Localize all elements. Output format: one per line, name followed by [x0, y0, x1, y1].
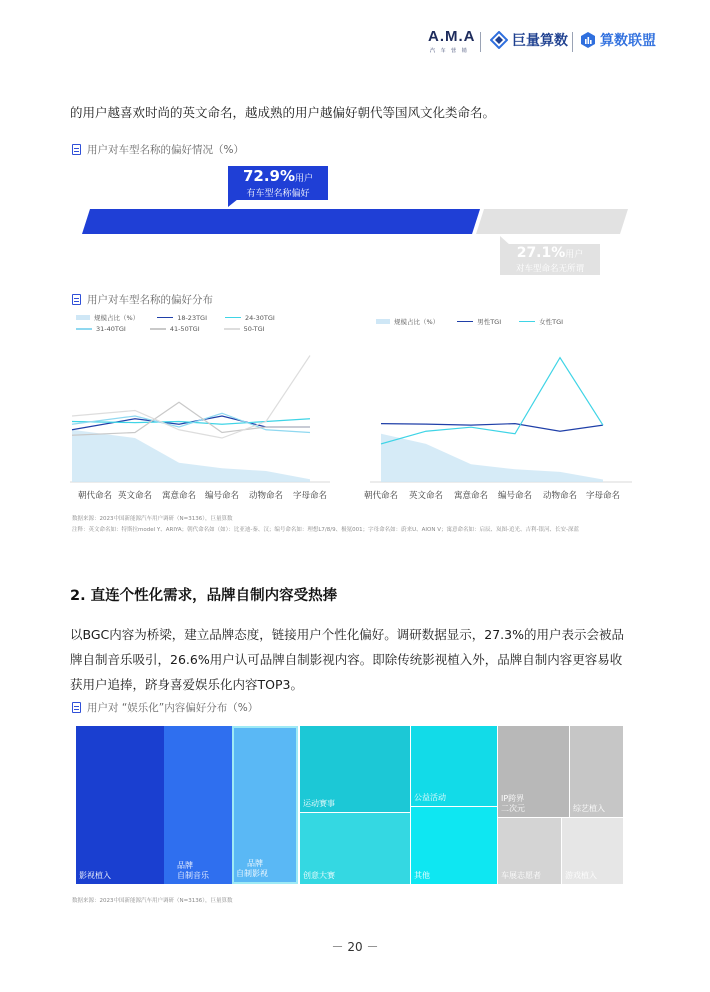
chart3-source: 数据来源：2023中国新能源汽车用户调研（N=3136），巨量算数	[72, 898, 233, 904]
series-line-女性TGI	[381, 358, 603, 444]
document-icon	[72, 294, 81, 305]
legend-area-swatch	[76, 315, 90, 320]
chart1-caption	[72, 142, 244, 157]
treemap-cell-creative	[300, 813, 410, 884]
legend-item: 规模占比（%）	[376, 317, 439, 326]
x-axis-label: 动物命名	[542, 491, 577, 501]
treemap-cell-yingshi	[76, 726, 164, 884]
callout-no-preference-label: 对车型命名无所谓	[515, 264, 584, 274]
x-axis-label: 寓意命名	[453, 491, 488, 501]
chart3-caption-text: 用户对 “娱乐化”内容偏好分布（%）	[87, 702, 259, 714]
logo-divider	[480, 32, 481, 52]
x-axis-label: 编号命名	[497, 491, 532, 501]
chart1-caption-text: 用户对车型名称的偏好情况（%）	[87, 144, 244, 156]
treemap-label: 综艺植入	[573, 804, 605, 813]
treemap-cell-game	[562, 818, 623, 884]
legend-item: 41-50TGI	[150, 325, 200, 333]
x-axis-label: 朝代命名	[363, 491, 398, 501]
section2-paragraph-line: 以BGC内容为桥梁，建立品牌态度，链接用户个性化偏好。调研数据显示，27.3%的用户表示会被品	[70, 627, 624, 642]
treemap-cell-brand-music	[164, 726, 232, 884]
callout-has-preference-suffix: 用户	[295, 174, 314, 184]
callout-no-preference-value: 27.1%	[516, 245, 566, 261]
page-number: － 20 －	[331, 940, 379, 954]
suanshu-logo-icon	[580, 31, 596, 49]
section2-paragraph-line: 获用户追捧，跻身喜爱娱乐化内容TOP3。	[70, 677, 303, 692]
x-axis-label: 英文命名	[117, 491, 152, 501]
right-gender-tgi-line-chart	[370, 340, 632, 490]
legend-item: 24-30TGI	[225, 313, 275, 322]
right-chart-legend	[376, 317, 563, 326]
chart2-note: 注释：英文命名如：特斯拉model Y、ARIYA；朝代命名如（如）：比亚迪-秦、汉；编号命名如：理想L7/8/9、极氪001；字母命名如：蔚来U、AION V；寓意命名如：启辰、岚图-追光、吉利-银河、长安-深蓝	[72, 527, 579, 533]
intro-paragraph: 的用户越喜欢时尚的英文命名，越成熟的用户越偏好朝代等国风文化类命名。	[70, 105, 496, 120]
x-axis-label: 字母命名	[292, 491, 327, 501]
scale-share-area	[381, 434, 603, 482]
suanshu-logo-text: 算数联盟	[600, 33, 656, 49]
callout-no-preference	[500, 244, 600, 275]
ama-logo-subtitle: 汽 车 营 销	[430, 48, 469, 54]
section2-paragraph-line: 牌自制音乐吸引，26.6%用户认可品牌自制影视内容。即除传统影视植入外，品牌自制内容更容易收	[70, 652, 623, 667]
scale-share-area	[72, 430, 310, 482]
callout-has-preference-value: 72.9%	[242, 167, 296, 185]
x-axis-label: 寓意命名	[161, 491, 196, 501]
treemap-label: 车展志愿者	[501, 871, 541, 880]
juliang-logo-text: 巨量算数	[512, 33, 568, 49]
left-chart-legend	[76, 313, 336, 333]
x-axis-label: 动物命名	[248, 491, 283, 501]
left-tgi-line-chart	[70, 340, 330, 490]
treemap-cell-charity	[411, 726, 497, 806]
treemap-label: 品牌 自制影视	[236, 859, 268, 878]
treemap-label: 公益活动	[414, 793, 446, 802]
legend-line-swatch	[157, 317, 173, 319]
legend-line-swatch	[224, 328, 240, 330]
juliang-logo-icon	[490, 31, 508, 49]
juliang-logo	[490, 30, 568, 50]
legend-item: 31-40TGI	[76, 325, 126, 333]
chart2-caption-text: 用户对车型名称的偏好分布	[87, 294, 213, 306]
legend-line-swatch	[150, 328, 166, 330]
treemap-cell-ip	[498, 726, 569, 817]
treemap-cell-variety	[570, 726, 623, 817]
entertainment-content-treemap	[76, 726, 624, 886]
chart2-source: 数据来源：2023中国新能源汽车用户调研（N=3136），巨量算数	[72, 516, 233, 522]
legend-item: 50-TGI	[224, 325, 265, 333]
legend-line-swatch	[225, 317, 241, 319]
callout-no-preference-suffix: 用户	[565, 250, 584, 260]
treemap-label: 影视植入	[79, 871, 111, 880]
treemap-cell-other	[411, 807, 497, 884]
legend-area-swatch	[376, 319, 390, 324]
legend-item: 女性TGI	[519, 317, 563, 326]
x-axis-label: 编号命名	[204, 491, 239, 501]
treemap-cell-volunteer	[498, 818, 561, 884]
series-line-50-TGI	[72, 356, 310, 439]
treemap-label: 其他	[414, 871, 430, 880]
treemap-cell-sports	[300, 726, 410, 812]
callout-pointer	[228, 199, 240, 208]
ama-logo: A.M.A	[428, 28, 476, 45]
legend-item: 规模占比（%）	[76, 313, 139, 322]
left-chart-x-axis	[0, 489, 710, 503]
bar-segment-has-preference	[82, 209, 480, 234]
document-icon	[72, 144, 81, 155]
treemap-label: IP跨界 二次元	[501, 794, 525, 813]
suanshu-logo	[580, 30, 656, 50]
logo-divider	[572, 32, 573, 52]
legend-line-swatch	[76, 328, 92, 330]
legend-line-swatch	[519, 321, 535, 323]
legend-item: 男性TGI	[457, 317, 501, 326]
treemap-label: 运动赛事	[303, 799, 335, 808]
x-axis-label: 字母命名	[585, 491, 620, 501]
x-axis-label: 朝代命名	[77, 491, 112, 501]
treemap-label: 游戏植入	[565, 871, 597, 880]
document-icon	[72, 702, 81, 713]
callout-has-preference-label: 有车型名称偏好	[246, 189, 310, 199]
x-axis-label: 英文命名	[408, 491, 443, 501]
chart3-caption	[72, 700, 258, 715]
treemap-cell-brand-film	[232, 726, 298, 884]
callout-has-preference	[228, 166, 328, 200]
treemap-label: 创意大赛	[303, 871, 335, 880]
bar-segment-no-preference	[476, 209, 628, 234]
series-line-31-40TGI	[72, 413, 310, 432]
section-title: 2. 直连个性化需求，品牌自制内容受热捧	[70, 588, 338, 604]
legend-item: 18-23TGI	[157, 313, 207, 322]
legend-line-swatch	[457, 321, 473, 323]
chart2-caption	[72, 292, 213, 307]
treemap-label: 品牌 自制音乐	[177, 861, 209, 880]
